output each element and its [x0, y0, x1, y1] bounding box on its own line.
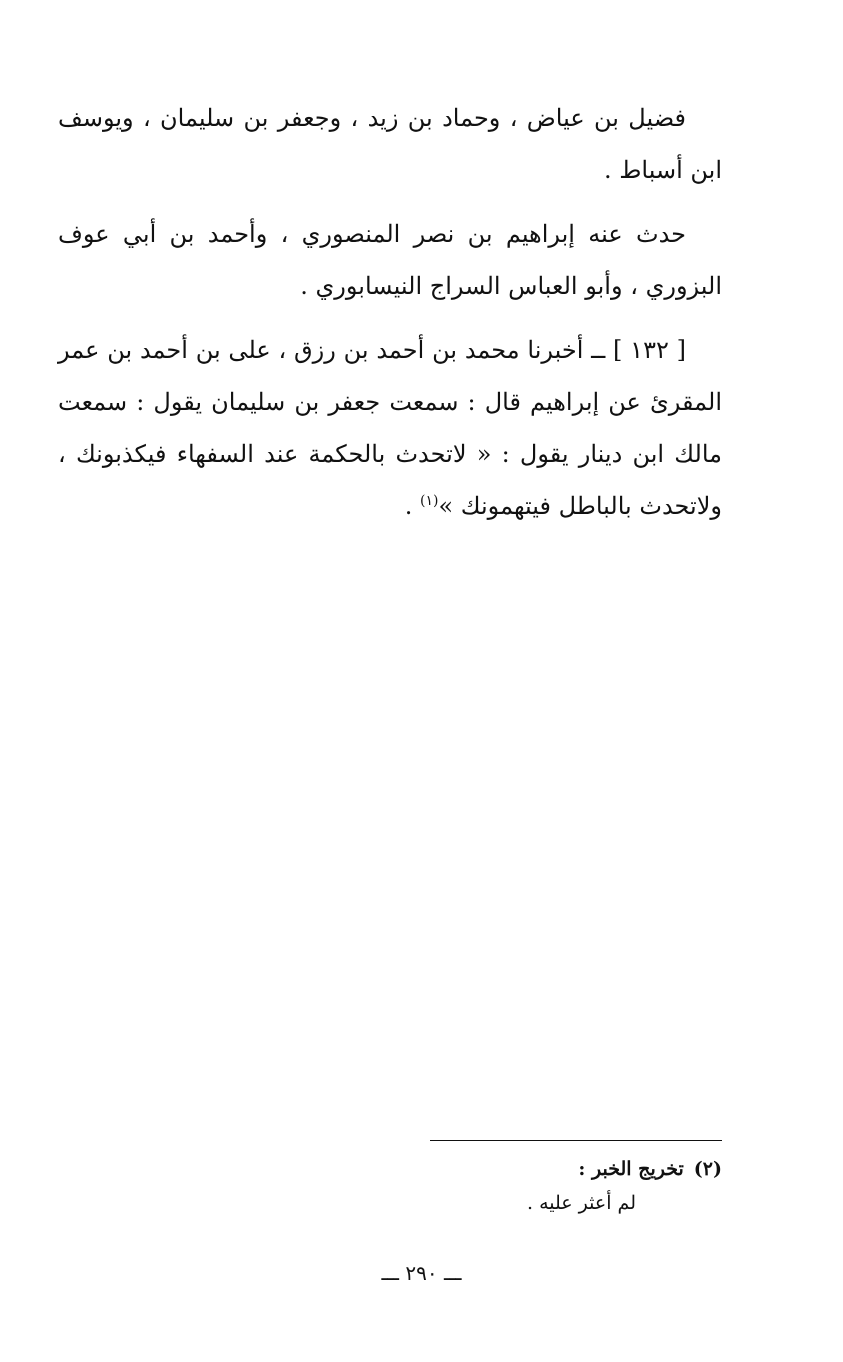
footnote-heading-line — [400, 1152, 722, 1186]
page-number: ـــ ٢٩٠ ـــ — [381, 1261, 462, 1285]
footnotes — [400, 1152, 722, 1220]
paragraph-report-132 — [58, 324, 722, 532]
footnote-text: لم أعثر عليه . — [527, 1192, 636, 1214]
report-text: [ ١٣٢ ] ــ أخبرنا محمد بن أحمد بن رزق ، على بن أحمد بن عمر المقرئ عن إبراهيم قال : سمعت جعفر بن سليمان يقول : سمعت مالك ابن دينار يقول : « لاتحدث بالحكمة عند السفهاء فيكذبونك ، ولاتحدث بالباطل فيتهمونك » — [58, 336, 722, 520]
footnote-reference: (١) — [419, 493, 439, 509]
report-end-period: . — [404, 492, 420, 520]
paragraph-narrators: فضيل بن عياض ، وحماد بن زيد ، وجعفر بن سليمان ، ويوسف ابن أسباط . — [58, 104, 722, 184]
footnote-number: (٢) — [693, 1158, 722, 1180]
footnote-heading: تخريج الخبر : — [578, 1158, 684, 1180]
footnote-separator — [430, 1140, 722, 1141]
paragraph-students: حدث عنه إبراهيم بن نصر المنصوري ، وأحمد بن أبي عوف البزوري ، وأبو العباس السراج النيسابوري . — [58, 220, 722, 300]
main-text — [58, 92, 722, 544]
